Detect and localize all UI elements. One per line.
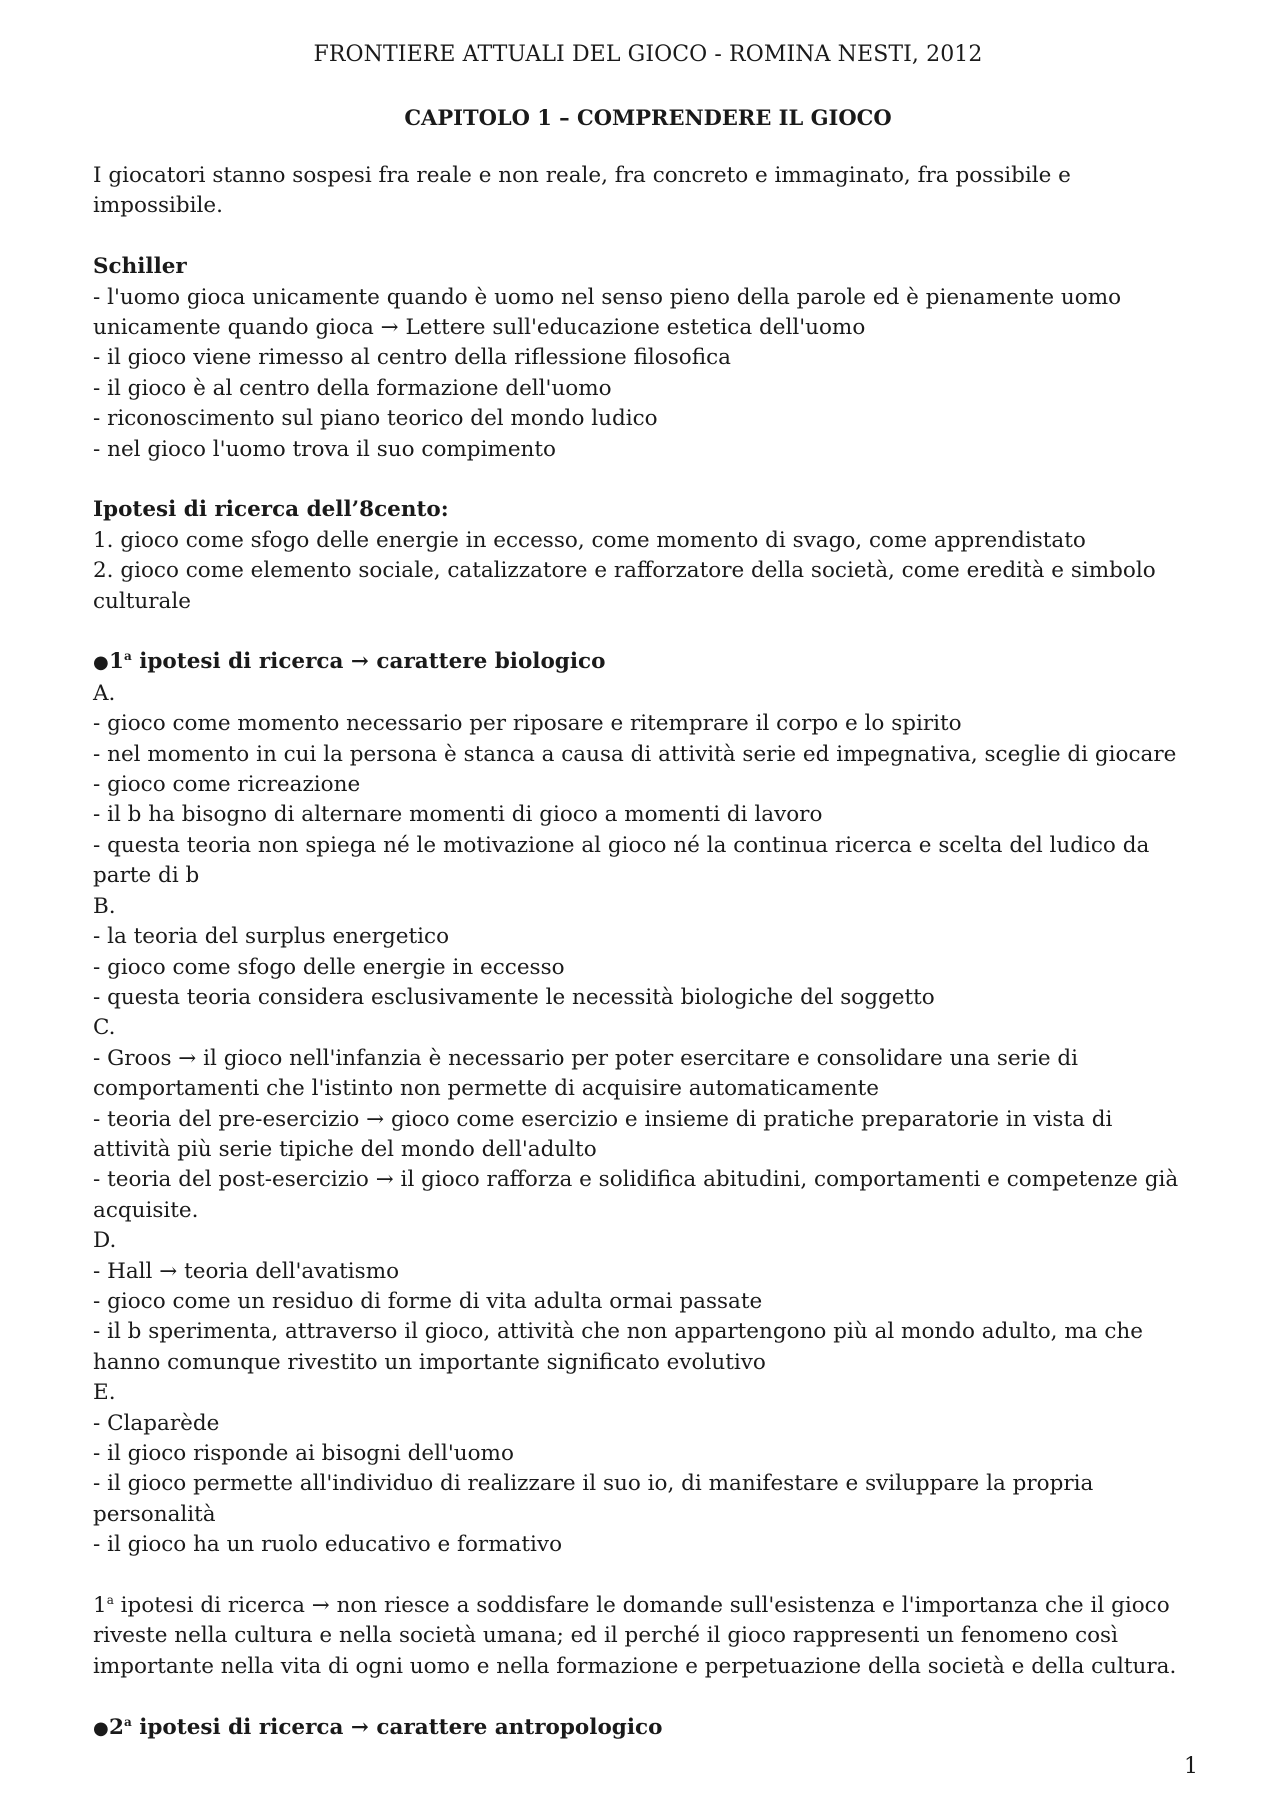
text-line: personalità	[93, 1501, 216, 1527]
text-line: I giocatori stanno sospesi fra reale e non reale, fra concreto e immaginato, fra possibile e	[93, 163, 1071, 188]
text-line: - Groos → il gioco nell'infanzia è necessario per poter esercitare e consolidare una serie di	[93, 1045, 1079, 1071]
document-page	[93, 40, 1203, 1744]
text-line: - Claparède	[93, 1410, 220, 1436]
text-line: - riconoscimento sul piano teorico del mondo ludico	[93, 406, 658, 432]
text-line: - il gioco è al centro della formazione dell'uomo	[93, 375, 612, 401]
ordinal-number: 1	[93, 1593, 107, 1619]
text-line: - il gioco viene rimesso al centro della riflessione filosofica	[93, 345, 731, 371]
section-heading-second-hypothesis	[93, 1713, 1203, 1744]
text-line: hanno comunque rivestito un importante significato evolutivo	[93, 1349, 766, 1375]
page-number: 1	[1184, 1754, 1198, 1779]
text-line: impossibile.	[93, 193, 223, 219]
first-hypothesis-section	[93, 647, 1203, 1560]
text-line: culturale	[93, 588, 191, 614]
text-line: acquisite.	[93, 1197, 199, 1223]
text-line: importante nella vita di ogni uomo e nella formazione e perpetuazione della società e della cultura.	[93, 1653, 1177, 1679]
text-line: comportamenti che l'istinto non permette di acquisire automaticamente	[93, 1076, 879, 1102]
text-line: 2. gioco come elemento sociale, catalizzatore e rafforzatore della società, come eredità e simbolo	[93, 558, 1156, 584]
ordinal-suffix: a	[123, 649, 132, 664]
text-line: 1. gioco come sfogo delle energie in eccesso, come momento di svago, come apprendistato	[93, 527, 1086, 553]
section-heading-schiller: Schiller	[93, 254, 187, 280]
text-line: - teoria del pre-esercizio → gioco come esercizio e insieme di pratiche preparatorie in vista di	[93, 1106, 1113, 1132]
conclusion-paragraph	[93, 1591, 1203, 1682]
text-line: - nel momento in cui la persona è stanca a causa di attività serie ed impegnativa, sceglie di giocare	[93, 741, 1177, 767]
text-line: riveste nella cultura e nella società umana; ed il perché il gioco rappresenti un fenomeno così	[93, 1623, 1118, 1649]
text-line: B.	[93, 893, 116, 919]
ipotesi-section	[93, 495, 1203, 617]
intro-paragraph	[93, 161, 1203, 222]
text-line: - Hall → teoria dell'avatismo	[93, 1258, 400, 1284]
text-line: - gioco come sfogo delle energie in eccesso	[93, 954, 565, 980]
text-line: - il b ha bisogno di alternare momenti di gioco a momenti di lavoro	[93, 802, 823, 828]
text-line: C.	[93, 1015, 116, 1041]
section-heading-first-hypothesis	[93, 647, 1203, 678]
text-line: - l'uomo gioca unicamente quando è uomo nel senso pieno della parole ed è pienamente uomo	[93, 284, 1122, 310]
second-hypothesis-section	[93, 1713, 1203, 1744]
text-line: - il b sperimenta, attraverso il gioco, attività che non appartengono più al mondo adulto, ma che	[93, 1319, 1143, 1345]
bullet-icon: ●	[93, 652, 109, 674]
text-line: - nel gioco l'uomo trova il suo compimento	[93, 436, 556, 462]
section-heading-ipotesi: Ipotesi di ricerca dell’8cento:	[93, 497, 449, 523]
text-line: A.	[93, 680, 116, 706]
text-run: ipotesi di ricerca → non riesce a soddisfare le domande sull'esistenza e l'importanza che il gioco	[113, 1593, 1170, 1619]
schiller-section	[93, 252, 1203, 465]
text-line: - la teoria del surplus energetico	[93, 924, 450, 950]
text-line: - il gioco ha un ruolo educativo e formativo	[93, 1532, 563, 1558]
chapter-title: CAPITOLO 1 – COMPRENDERE IL GIOCO	[404, 105, 892, 130]
text-line: - il gioco permette all'individuo di realizzare il suo io, di manifestare e sviluppare la propria	[93, 1471, 1094, 1497]
heading-text: ipotesi di ricerca → carattere biologico	[131, 649, 606, 675]
bullet-icon: ●	[93, 1717, 109, 1739]
text-line: - gioco come ricreazione	[93, 772, 361, 798]
ordinal-suffix: a	[106, 1593, 114, 1608]
text-line: - gioco come un residuo di forme di vita adulta ormai passate	[93, 1288, 763, 1314]
text-line	[93, 1591, 1203, 1621]
text-line: - teoria del post-esercizio → il gioco rafforza e solidifica abitudini, comportamenti e competenze già	[93, 1167, 1179, 1193]
text-line: D.	[93, 1228, 117, 1254]
ordinal-suffix: a	[123, 1714, 132, 1729]
ordinal-number: 1	[109, 649, 124, 675]
text-line: - gioco come momento necessario per riposare e ritemprare il corpo e lo spirito	[93, 711, 962, 737]
running-header: FRONTIERE ATTUALI DEL GIOCO - ROMINA NESTI, 2012	[313, 42, 983, 67]
text-line: - questa teoria considera esclusivamente le necessità biologiche del soggetto	[93, 984, 935, 1010]
text-line: E.	[93, 1380, 116, 1406]
text-line: unicamente quando gioca → Lettere sull'educazione estetica dell'uomo	[93, 315, 866, 341]
text-line: attività più serie tipiche del mondo dell'adulto	[93, 1136, 597, 1162]
ordinal-number: 2	[109, 1714, 124, 1740]
text-line: parte di b	[93, 863, 200, 889]
heading-text: ipotesi di ricerca → carattere antropologico	[131, 1714, 663, 1740]
text-line: - il gioco risponde ai bisogni dell'uomo	[93, 1441, 514, 1467]
text-line: - questa teoria non spiega né le motivazione al gioco né la continua ricerca e scelta del ludico da	[93, 832, 1150, 858]
